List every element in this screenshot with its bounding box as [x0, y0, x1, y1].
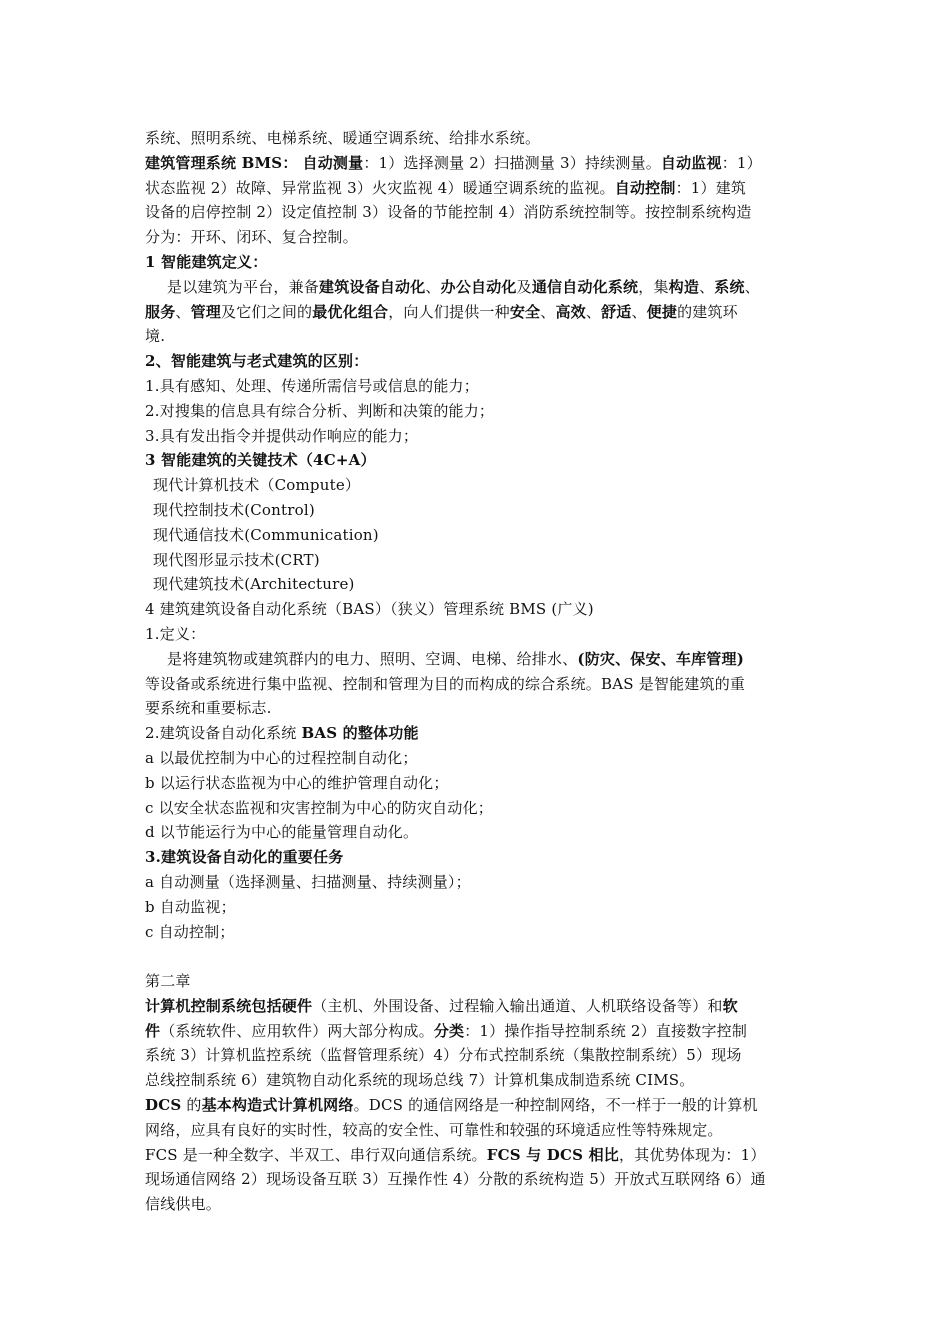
list-item: d 以节能运行为中心的能量管理自动化。: [145, 823, 419, 842]
list-item: 1.具有感知、处理、传递所需信号或信息的能力；: [145, 376, 479, 395]
list-item: 现代控制技术(Control): [153, 500, 315, 519]
list-item: 2.对搜集的信息具有综合分析、判断和决策的能力；: [145, 401, 495, 420]
section-heading: 4 建筑建筑设备自动化系统（BAS）（狭义）管理系统 BMS (广义): [145, 600, 594, 619]
list-item: b 以运行状态监视为中心的维护管理自动化；: [145, 773, 449, 792]
section-heading: 2、智能建筑与老式建筑的区别：: [145, 352, 369, 371]
text-line: 状态监视 2）故障、异常监视 3）火灾监视 4）暖通空调系统的监视。自动控制：1）建筑: [145, 178, 747, 197]
text-line: 境.: [145, 327, 166, 346]
text-line: 系统 3）计算机监控系统（监督管理系统）4）分布式控制系统（集散控制系统）5）现场: [145, 1046, 742, 1065]
text-line: 计算机控制系统包括硬件（主机、外围设备、过程输入输出通道、人机联络设备等）和软: [145, 996, 738, 1015]
text-line: 设备的启停控制 2）设定值控制 3）设备的节能控制 4）消防系统控制等。按控制系统构造: [145, 203, 752, 222]
section-heading: 3.建筑设备自动化的重要任务: [145, 848, 344, 867]
list-item: a 以最优控制为中心的过程控制自动化；: [145, 748, 418, 767]
section-heading: 2.建筑设备自动化系统 BAS 的整体功能: [145, 724, 419, 743]
section-heading: 3 智能建筑的关键技术（4C+A）: [145, 451, 376, 470]
text-line: 件（系统软件、应用软件）两大部分构成。分类：1）操作指导控制系统 2）直接数字控制: [145, 1021, 748, 1040]
text-line: 服务、管理及它们之间的最优化组合，向人们提供一种安全、高效、舒适、便捷的建筑环: [145, 302, 738, 321]
list-item: 现代图形显示技术(CRT): [153, 550, 320, 569]
text-line: 总线控制系统 6）建筑物自动化系统的现场总线 7）计算机集成制造系统 CIMS。: [145, 1071, 695, 1090]
list-item: 现代建筑技术(Architecture): [153, 575, 355, 594]
list-item: 现代通信技术(Communication): [153, 525, 379, 544]
blank-line: [145, 944, 815, 969]
text-line: 信线供电。: [145, 1195, 222, 1214]
text-line: FCS 是一种全数字、半双工、串行双向通信系统。FCS 与 DCS 相比，其优势体现为：1）: [145, 1145, 766, 1164]
text-line: 1.定义：: [145, 624, 206, 643]
text-line: 系统、照明系统、电梯系统、暖通空调系统、给排水系统。: [145, 129, 541, 147]
list-item: c 以安全状态监视和灾害控制为中心的防灾自动化；: [145, 798, 493, 817]
document-body: [145, 126, 815, 1217]
text-line: 是以建筑为平台，兼备建筑设备自动化、办公自动化及通信自动化系统，集构造、系统、: [167, 277, 760, 296]
list-item: a 自动测量（选择测量、扫描测量、持续测量）；: [145, 872, 471, 891]
list-item: 现代计算机技术（Compute）: [153, 476, 361, 495]
text-line: 是将建筑物或建筑群内的电力、照明、空调、电梯、给排水、(防灾、保安、车库管理): [167, 649, 745, 668]
list-item: c 自动控制；: [145, 922, 235, 941]
list-item: b 自动监视；: [145, 897, 236, 916]
chapter-heading: 第二章: [145, 972, 191, 991]
text-line: 要系统和重要标志.: [145, 699, 272, 718]
text-line: 建筑管理系统 BMS： 自动测量：1）选择测量 2）扫描测量 3）持续测量。自动监视：1）: [145, 153, 762, 172]
section-heading: 1 智能建筑定义：: [145, 252, 268, 271]
text-line: 分为：开环、闭环、复合控制。: [145, 228, 358, 247]
list-item: 3.具有发出指令并提供动作响应的能力；: [145, 426, 419, 445]
text-line: DCS 的基本构造式计算机网络。DCS 的通信网络是一种控制网络，不一样于一般的计算机: [145, 1096, 758, 1115]
text-line: 现场通信网络 2）现场设备互联 3）互操作性 4）分散的系统构造 5）开放式互联网络 6）通: [145, 1170, 766, 1189]
text-line: 网络，应具有良好的实时性，较高的安全性、可靠性和较强的环境适应性等特殊规定。: [145, 1120, 723, 1139]
text-line: 等设备或系统进行集中监视、控制和管理为目的而构成的综合系统。BAS 是智能建筑的重: [145, 674, 746, 693]
